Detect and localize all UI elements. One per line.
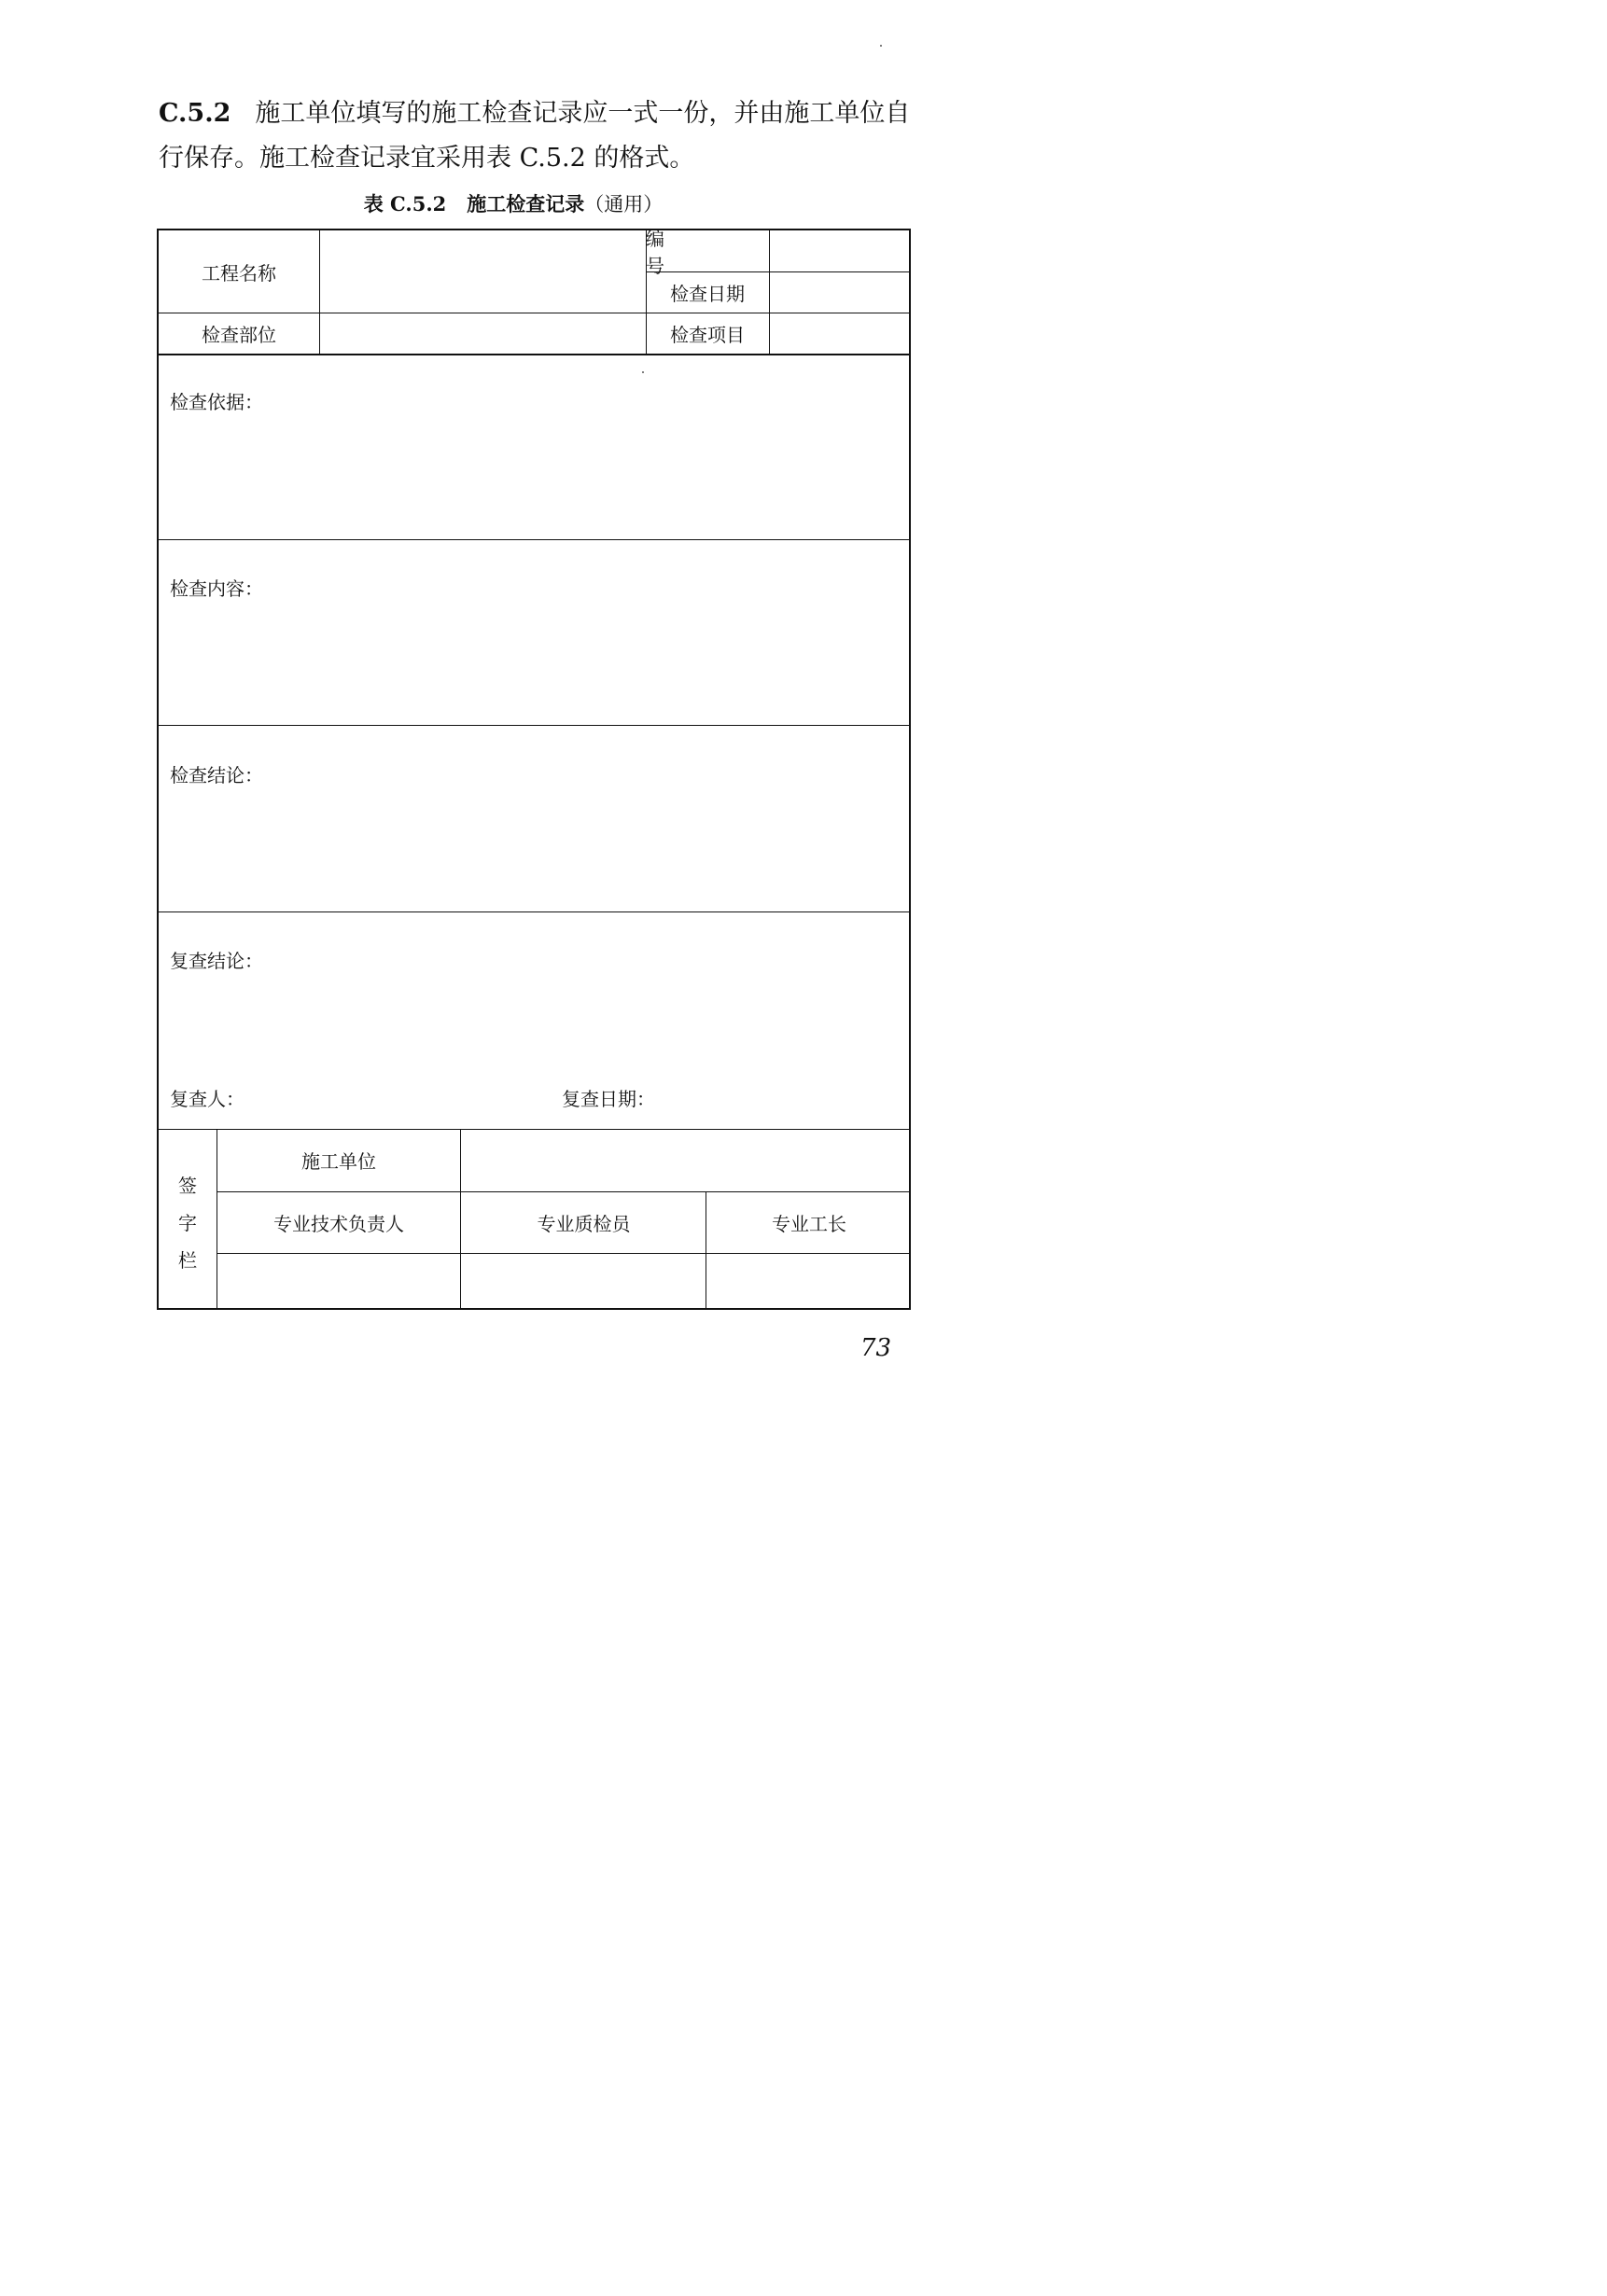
check-conclusion-label: 检查结论：	[170, 764, 263, 786]
table-caption-code: 表 C.5.2	[363, 192, 447, 216]
technical-lead-label: 专业技术负责人	[273, 1212, 404, 1235]
serial-no-label: 编 号	[646, 228, 765, 277]
check-date-field[interactable]	[771, 271, 911, 313]
table-caption	[0, 189, 1027, 217]
inspection-record-form	[157, 229, 911, 1310]
clause-paragraph	[159, 91, 924, 181]
check-location-field[interactable]	[321, 313, 646, 354]
row-divider	[159, 911, 911, 912]
check-item-field[interactable]	[771, 313, 911, 354]
foreman-label: 专业工长	[772, 1212, 846, 1235]
quality-inspector-signature[interactable]	[462, 1254, 706, 1310]
column-divider	[319, 230, 320, 354]
project-name-field[interactable]	[321, 230, 646, 313]
scan-speck	[880, 45, 882, 47]
foreman-signature[interactable]	[707, 1254, 911, 1310]
recheck-conclusion-label: 复查结论：	[170, 950, 263, 972]
page-number: 73	[860, 1334, 892, 1362]
row-divider	[159, 354, 911, 355]
check-content-label: 检查内容：	[170, 577, 263, 600]
column-divider	[460, 1129, 461, 1310]
clause-number: C.5.2	[159, 99, 231, 128]
technical-lead-signature[interactable]	[217, 1254, 460, 1310]
clause-text: 施工单位填写的施工检查记录应一式一份，并由施工单位自行保存。施工检查记录宜采用表 C.5.2 的格式。	[159, 99, 911, 173]
quality-inspector-label: 专业质检员	[537, 1212, 631, 1235]
row-divider	[159, 539, 911, 540]
rechecker-label: 复查人：	[170, 1088, 245, 1110]
table-caption-title: 施工检查记录	[467, 192, 585, 216]
table-caption-suffix: （通用）	[584, 193, 664, 216]
project-name-label: 工程名称	[202, 261, 276, 285]
signature-column-label: 签 字 栏	[178, 1175, 197, 1272]
row-divider	[159, 725, 911, 726]
serial-no-field[interactable]	[771, 230, 911, 271]
check-date-label: 检查日期	[670, 282, 745, 305]
check-basis-label: 检查依据：	[170, 391, 263, 413]
construction-unit-field[interactable]	[462, 1129, 911, 1191]
scan-speck	[642, 371, 644, 373]
check-item-label: 检查项目	[670, 323, 745, 346]
construction-unit-label: 施工单位	[301, 1150, 376, 1173]
recheck-date-label: 复查日期：	[562, 1088, 655, 1110]
check-location-label: 检查部位	[202, 323, 276, 346]
